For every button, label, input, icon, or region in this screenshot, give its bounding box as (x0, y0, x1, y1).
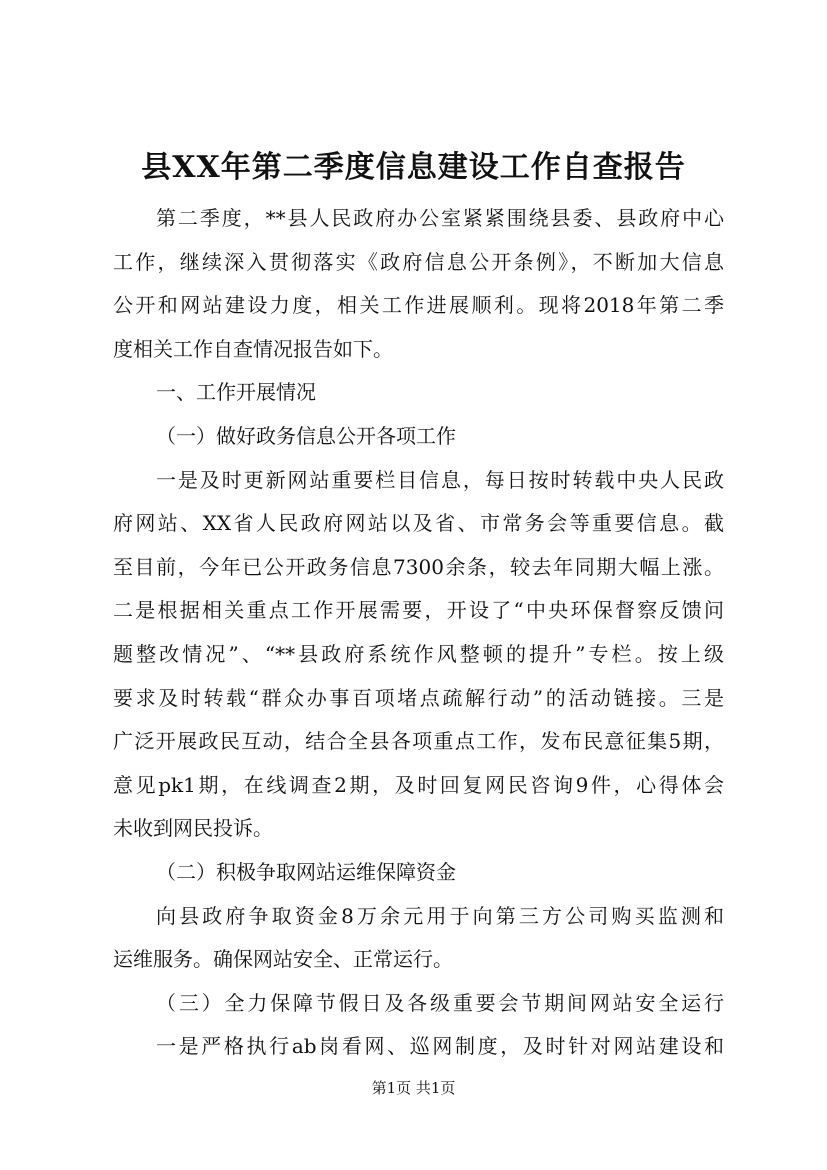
body-text-line: 意见pk1期，在线调查2期，及时回复网民咨询9件，心得体会 (113, 772, 724, 797)
body-text-line: 二是根据相关重点工作开展需要，开设了“中央环保督察反馈问 (113, 598, 724, 623)
body-text-line: 广泛开展政民互动，结合全县各项重点工作，发布民意征集5期， (113, 729, 724, 754)
body-text-line: 未收到网民投诉。 (113, 816, 273, 841)
body-text-line: 题整改情况”、“**县政府系统作风整顿的提升”专栏。按上级 (113, 641, 724, 666)
body-text-line: 府网站、XX省人民政府网站以及省、市常务会等重要信息。截 (113, 511, 724, 536)
body-text-line: 一是严格执行ab岗看网、巡网制度，及时针对网站建设和 (156, 1034, 724, 1059)
body-text-line: 第二季度，**县人民政府办公室紧紧围绕县委、县政府中心 (156, 206, 724, 230)
body-text-line: 运维服务。确保网站安全、正常运行。 (113, 947, 453, 972)
document-title: 县XX年第二季度信息建设工作自查报告 (141, 150, 686, 185)
body-text-line: 公开和网站建设力度，相关工作进展顺利。现将2018年第二季 (113, 293, 724, 318)
body-text-line: 度相关工作自查情况报告如下。 (113, 336, 393, 361)
body-text-line: 一、工作开展情况 (156, 380, 316, 405)
body-text-line: 工作，继续深入贯彻落实《政府信息公开条例》，不断加大信息 (113, 249, 724, 274)
body-text-line: （二）积极争取网站运维保障资金 (156, 859, 456, 884)
body-text-line: 要求及时转载“群众办事百项堵点疏解行动”的活动链接。三是 (113, 685, 724, 710)
body-text-line: 至目前，今年已公开政务信息7300余条，较去年同期大幅上涨。 (113, 554, 724, 579)
document-body (113, 197, 724, 1069)
body-text-line: （三）全力保障节假日及各级重要会节期间网站安全运行 (156, 990, 724, 1015)
body-text-line: 向县政府争取资金8万余元用于向第三方公司购买监测和 (156, 903, 724, 928)
body-text-line: （一）做好政务信息公开各项工作 (156, 423, 456, 448)
body-text-line: 一是及时更新网站重要栏目信息，每日按时转载中央人民政 (156, 467, 724, 492)
page-footer: 第1页 共1页 (371, 1079, 456, 1097)
